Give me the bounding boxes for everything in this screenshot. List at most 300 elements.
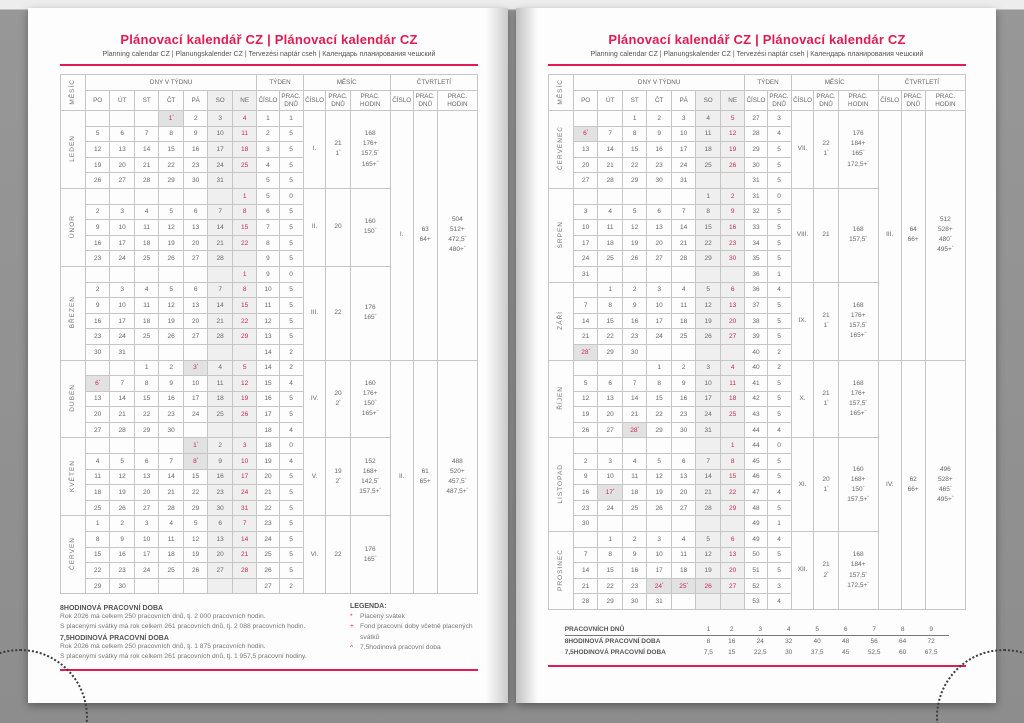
day-cell xyxy=(696,594,721,610)
day-cell: 11 xyxy=(134,298,159,314)
day-cell: 9 xyxy=(85,298,110,314)
day-cell xyxy=(573,188,598,204)
week-number-cell: 23 xyxy=(257,516,279,532)
month-name-cell: SRPEN xyxy=(549,188,574,282)
day-cell: 22 xyxy=(598,578,623,594)
day-cell: 20 xyxy=(720,313,745,329)
day-cell: 24 xyxy=(110,329,135,345)
week-number-cell: 2 xyxy=(257,126,279,142)
day-cell: 23 xyxy=(110,563,135,579)
week-workdays-cell: 4 xyxy=(767,532,791,548)
day-cell xyxy=(232,344,257,360)
day-cell: 25 xyxy=(671,329,696,345)
day-cell: 4 xyxy=(134,282,159,298)
day-cell: 8 xyxy=(598,547,623,563)
week-number-cell: 39 xyxy=(745,329,767,345)
legend xyxy=(350,603,478,661)
day-cell xyxy=(696,173,721,189)
week-number-cell: 36 xyxy=(745,282,767,298)
day-cell: 16 xyxy=(573,485,598,501)
day-cell: 14 xyxy=(573,563,598,579)
week-workdays-cell: 5 xyxy=(279,142,303,158)
day-cell: 9 xyxy=(720,204,745,220)
day-cell xyxy=(647,516,672,532)
day-cell xyxy=(671,344,696,360)
day-cell: 24 xyxy=(573,251,598,267)
week-workdays-cell: 5 xyxy=(767,142,791,158)
day-cell: 22 xyxy=(183,485,208,501)
week-number-cell: 5 xyxy=(257,188,279,204)
quarter-hours-cell: 512 528+ 480^ 495+^ xyxy=(925,111,965,361)
footer-rule xyxy=(60,669,478,671)
week-workdays-cell: 3 xyxy=(767,111,791,127)
day-cell: 6 xyxy=(671,454,696,470)
week-number-cell: 13 xyxy=(257,329,279,345)
day-cell: 25 xyxy=(134,329,159,345)
day-cell: 30 xyxy=(647,173,672,189)
day-cell: 21 xyxy=(622,407,647,423)
day-cell: 8 xyxy=(720,454,745,470)
day-cell: 1 xyxy=(720,438,745,454)
day-cell: 16 xyxy=(208,469,233,485)
day-cell: 7 xyxy=(232,516,257,532)
week-workdays-cell: 0 xyxy=(279,188,303,204)
day-cell: 27 xyxy=(183,251,208,267)
day-cell: 12 xyxy=(183,532,208,548)
header-tyden-prac-dnu: PRAC. DNŮ xyxy=(279,91,303,111)
day-cell: 4 xyxy=(232,111,257,127)
day-cell: 18 xyxy=(159,547,184,563)
day-cell: 13 xyxy=(573,142,598,158)
day-cell: 20 xyxy=(183,313,208,329)
day-cell: 3 xyxy=(208,111,233,127)
week-number-cell: 34 xyxy=(745,235,767,251)
day-cell: 7 xyxy=(696,454,721,470)
quarter-hours-cell: 488 520+ 457,5^ 487,5+^ xyxy=(437,360,477,594)
month-hours-cell: 168 176+ 157,5^ 165+^ xyxy=(838,360,878,438)
month-hours-cell: 168 176+ 157,5^ 165+^ xyxy=(838,282,878,360)
header-tyden-cislo: ČÍSLO xyxy=(745,91,767,111)
day-cell: 7 xyxy=(622,376,647,392)
day-cell: 22 xyxy=(134,407,159,423)
day-cell xyxy=(159,344,184,360)
day-cell xyxy=(573,282,598,298)
day-cell: 7 xyxy=(134,126,159,142)
hours-row-label: 7,5HODINOVÁ PRACOVNÍ DOBA xyxy=(564,649,666,656)
week-number-cell: 47 xyxy=(745,485,767,501)
day-cell: 11 xyxy=(622,469,647,485)
day-cell: 24 xyxy=(183,407,208,423)
day-cell: 26 xyxy=(573,422,598,438)
day-cell: 4 xyxy=(696,111,721,127)
day-cell xyxy=(110,438,135,454)
week-row xyxy=(549,360,966,376)
day-cell: 12 xyxy=(159,298,184,314)
day-cell: 13 xyxy=(208,532,233,548)
hours-value-cell: 24 xyxy=(756,638,764,645)
week-number-cell: 19 xyxy=(257,454,279,470)
day-cell: 14 xyxy=(232,532,257,548)
month-workdays-cell: 20 xyxy=(326,188,350,266)
week-number-cell: 9 xyxy=(257,251,279,267)
day-cell: 4 xyxy=(208,360,233,376)
day-cell: 17 xyxy=(134,547,159,563)
hours-value-cell: 45 xyxy=(842,649,850,656)
day-cell: 28* xyxy=(622,422,647,438)
day-cell: 11 xyxy=(696,126,721,142)
day-cell: 14 xyxy=(622,391,647,407)
day-cell: 23 xyxy=(647,157,672,173)
day-cell: 16 xyxy=(622,563,647,579)
hours-value-cell: 48 xyxy=(842,638,850,645)
week-number-cell: 49 xyxy=(745,516,767,532)
header-day-ne: NE xyxy=(720,91,745,111)
day-cell: 14 xyxy=(159,469,184,485)
day-cell: 20 xyxy=(671,485,696,501)
day-cell: 15 xyxy=(183,469,208,485)
week-workdays-cell: 1 xyxy=(767,516,791,532)
day-cell: 13 xyxy=(720,547,745,563)
day-cell: 2 xyxy=(183,111,208,127)
day-cell xyxy=(598,438,623,454)
week-number-cell: 26 xyxy=(257,563,279,579)
day-cell: 23 xyxy=(85,251,110,267)
day-cell: 3 xyxy=(696,360,721,376)
day-cell: 4 xyxy=(622,454,647,470)
header-ctvrt-prac-dnu: PRAC. DNŮ xyxy=(413,91,437,111)
day-cell: 13 xyxy=(183,220,208,236)
day-cell: 7 xyxy=(598,126,623,142)
week-workdays-cell: 4 xyxy=(767,126,791,142)
day-cell: 20 xyxy=(720,563,745,579)
day-cell: 16 xyxy=(622,313,647,329)
day-cell: 23 xyxy=(622,329,647,345)
month-number-cell: XII. xyxy=(791,532,814,610)
page-title: Plánovací kalendář CZ | Plánovací kalendár CZ xyxy=(120,32,418,47)
week-number-cell: 3 xyxy=(257,142,279,158)
header-mesic-rotated: MĚSÍC xyxy=(549,75,574,111)
note-75h-line2: S placenými svátky má rok celkem 261 pracovních dnů, tj. 1 957,5 pracovní hodiny. xyxy=(60,652,307,660)
day-cell xyxy=(720,266,745,282)
header-mesic-rotated: MĚSÍC xyxy=(61,75,86,111)
day-cell: 27 xyxy=(720,329,745,345)
week-number-cell: 9 xyxy=(257,266,279,282)
day-cell: 21 xyxy=(671,235,696,251)
week-workdays-cell: 5 xyxy=(279,500,303,516)
day-cell: 12 xyxy=(622,220,647,236)
day-cell: 22 xyxy=(159,157,184,173)
day-cell xyxy=(622,188,647,204)
week-number-cell: 20 xyxy=(257,469,279,485)
day-cell: 11 xyxy=(598,220,623,236)
day-cell xyxy=(647,188,672,204)
asterisk-symbol: * xyxy=(350,613,353,621)
week-number-cell: 31 xyxy=(745,173,767,189)
week-number-cell: 24 xyxy=(257,532,279,548)
week-workdays-cell: 5 xyxy=(767,313,791,329)
week-workdays-cell: 5 xyxy=(279,547,303,563)
header-mesic-prac-hodin: PRAC. HODIN xyxy=(350,91,390,111)
day-cell xyxy=(622,360,647,376)
day-cell: 14 xyxy=(134,142,159,158)
week-number-cell: 14 xyxy=(257,344,279,360)
day-cell: 9 xyxy=(671,376,696,392)
day-cell: 30 xyxy=(208,500,233,516)
day-cell: 9 xyxy=(85,220,110,236)
day-cell: 31 xyxy=(647,594,672,610)
day-cell: 23 xyxy=(208,485,233,501)
day-cell xyxy=(671,516,696,532)
header-day-ne: NE xyxy=(232,91,257,111)
day-cell: 25 xyxy=(232,157,257,173)
day-cell: 17 xyxy=(573,235,598,251)
day-cell: 21 xyxy=(232,547,257,563)
day-cell: 26 xyxy=(110,500,135,516)
month-hours-cell: 168 157,5^ xyxy=(838,188,878,282)
week-workdays-cell: 5 xyxy=(279,298,303,314)
day-cell: 4 xyxy=(671,532,696,548)
hours-value-cell: 56 xyxy=(870,638,878,645)
day-cell: 17 xyxy=(232,469,257,485)
header-ctvrtleti: ČTVRTLETÍ xyxy=(878,75,965,91)
day-cell: 2 xyxy=(85,204,110,220)
day-cell xyxy=(85,266,110,282)
day-cell: 10 xyxy=(110,220,135,236)
week-workdays-cell: 4 xyxy=(279,454,303,470)
day-cell: 2 xyxy=(622,532,647,548)
day-cell: 1 xyxy=(134,360,159,376)
day-cell: 4 xyxy=(85,454,110,470)
day-cell: 23 xyxy=(622,578,647,594)
day-cell: 26 xyxy=(232,407,257,423)
day-cell: 22 xyxy=(720,485,745,501)
header-mesic-cislo: ČÍSLO xyxy=(303,91,326,111)
week-number-cell: 5 xyxy=(257,173,279,189)
week-number-cell: 18 xyxy=(257,438,279,454)
page-subtitle: Planning calendar CZ | Planungskalender CZ | Tervezési naptár cseh | Календарь планирования чешский xyxy=(590,51,924,58)
day-cell: 5 xyxy=(183,516,208,532)
day-cell: 6 xyxy=(134,454,159,470)
day-cell: 11 xyxy=(232,126,257,142)
month-workdays-cell: 22 xyxy=(326,516,350,594)
day-cell xyxy=(110,360,135,376)
week-workdays-cell: 4 xyxy=(767,422,791,438)
day-cell: 31 xyxy=(110,344,135,360)
day-cell xyxy=(720,422,745,438)
day-cell: 20 xyxy=(598,407,623,423)
week-workdays-cell: 5 xyxy=(767,235,791,251)
workdays-count-header: 3 xyxy=(742,624,778,636)
day-cell xyxy=(647,438,672,454)
day-cell: 20 xyxy=(573,157,598,173)
day-cell: 1 xyxy=(647,360,672,376)
day-cell: 25* xyxy=(671,578,696,594)
footer-right-body xyxy=(565,636,950,659)
day-cell xyxy=(208,578,233,594)
day-cell: 5 xyxy=(232,360,257,376)
day-cell: 3 xyxy=(110,282,135,298)
day-cell: 27 xyxy=(110,173,135,189)
day-cell: 10 xyxy=(598,469,623,485)
month-number-cell: VII. xyxy=(791,111,814,189)
day-cell xyxy=(671,188,696,204)
day-cell: 22 xyxy=(85,563,110,579)
week-workdays-cell: 5 xyxy=(767,563,791,579)
day-cell xyxy=(720,516,745,532)
hours-value-cell: 40 xyxy=(813,638,821,645)
day-cell xyxy=(159,578,184,594)
day-cell: 5 xyxy=(110,454,135,470)
day-cell: 22 xyxy=(598,329,623,345)
quarter-hours-cell: 504 512+ 472,5^ 480+^ xyxy=(437,111,477,361)
day-cell xyxy=(134,344,159,360)
day-cell: 5 xyxy=(647,454,672,470)
day-cell: 3 xyxy=(647,282,672,298)
week-number-cell: 18 xyxy=(257,422,279,438)
day-cell: 28 xyxy=(159,500,184,516)
header-mesic-prac-dnu: PRAC. DNŮ xyxy=(814,91,838,111)
day-cell: 30 xyxy=(183,173,208,189)
legend-item xyxy=(350,612,478,622)
legend-item-text: Fond pracovní doby včetně placených svátků xyxy=(360,623,473,641)
note-8h-title: 8HODINOVÁ PRACOVNÍ DOBA xyxy=(60,605,164,613)
day-cell: 19 xyxy=(720,142,745,158)
day-cell: 27 xyxy=(208,563,233,579)
day-cell: 29 xyxy=(647,422,672,438)
header-dny-v-tydnu: DNY V TÝDNU xyxy=(85,75,257,91)
day-cell xyxy=(134,188,159,204)
title-rule xyxy=(548,64,966,66)
week-workdays-cell: 0 xyxy=(279,266,303,282)
week-number-cell: 30 xyxy=(745,157,767,173)
day-cell: 21 xyxy=(208,235,233,251)
day-cell: 13 xyxy=(720,298,745,314)
week-workdays-cell: 5 xyxy=(767,157,791,173)
day-cell: 25 xyxy=(159,563,184,579)
week-workdays-cell: 5 xyxy=(767,376,791,392)
footer-left xyxy=(60,603,478,661)
day-cell xyxy=(110,266,135,282)
day-cell xyxy=(232,578,257,594)
footer-rule xyxy=(548,665,966,667)
day-cell: 8 xyxy=(622,126,647,142)
week-workdays-cell: 5 xyxy=(279,516,303,532)
day-cell: 28 xyxy=(573,594,598,610)
calendar-body-right xyxy=(549,111,966,610)
day-cell: 8 xyxy=(159,126,184,142)
workdays-count-header: 1 xyxy=(695,624,721,636)
week-number-cell: 17 xyxy=(257,407,279,423)
day-cell: 2 xyxy=(208,438,233,454)
day-cell: 28 xyxy=(671,251,696,267)
month-number-cell: IV. xyxy=(303,360,326,438)
week-number-cell: 4 xyxy=(257,157,279,173)
day-cell: 5 xyxy=(696,282,721,298)
day-cell: 16 xyxy=(671,391,696,407)
day-cell xyxy=(134,578,159,594)
week-number-cell: 11 xyxy=(257,298,279,314)
day-cell xyxy=(696,344,721,360)
day-cell: 19 xyxy=(110,485,135,501)
month-name-cell: ČERVEN xyxy=(61,516,86,594)
month-hours-cell: 168 176+ 157,5^ 165+^ xyxy=(350,111,390,189)
day-cell: 20 xyxy=(208,547,233,563)
week-number-cell: 25 xyxy=(257,547,279,563)
day-cell xyxy=(622,438,647,454)
day-cell: 4 xyxy=(598,204,623,220)
day-cell: 10 xyxy=(647,298,672,314)
day-cell: 11 xyxy=(671,547,696,563)
day-cell: 6 xyxy=(720,282,745,298)
hours-value-cell: 15 xyxy=(728,649,736,656)
day-cell: 8 xyxy=(134,376,159,392)
day-cell: 19 xyxy=(622,235,647,251)
day-cell: 29 xyxy=(696,251,721,267)
day-cell: 5 xyxy=(159,204,184,220)
day-cell: 30 xyxy=(622,594,647,610)
day-cell: 22 xyxy=(232,313,257,329)
quarter-hours-cell: 496 528+ 465^ 495+^ xyxy=(925,360,965,610)
workdays-count-header: 4 xyxy=(778,624,799,636)
day-cell: 25 xyxy=(598,251,623,267)
month-number-cell: III. xyxy=(303,266,326,360)
week-number-cell: 48 xyxy=(745,500,767,516)
day-cell: 27 xyxy=(598,422,623,438)
day-cell: 7 xyxy=(110,376,135,392)
day-cell xyxy=(208,422,233,438)
day-cell: 12 xyxy=(647,469,672,485)
day-cell: 26 xyxy=(647,500,672,516)
quarter-number-cell: III. xyxy=(878,111,901,361)
day-cell: 6 xyxy=(183,204,208,220)
day-cell: 25 xyxy=(622,500,647,516)
week-workdays-cell: 2 xyxy=(767,344,791,360)
day-cell: 30 xyxy=(110,578,135,594)
month-number-cell: VI. xyxy=(303,516,326,594)
day-cell: 7 xyxy=(573,547,598,563)
workdays-count-header: 6 xyxy=(835,624,856,636)
week-workdays-cell: 5 xyxy=(767,500,791,516)
day-cell: 27 xyxy=(720,578,745,594)
day-cell: 18 xyxy=(208,391,233,407)
day-cell: 10 xyxy=(183,376,208,392)
week-number-cell: 14 xyxy=(257,360,279,376)
day-cell xyxy=(159,266,184,282)
month-name-cell: BŘEZEN xyxy=(61,266,86,360)
day-cell: 12 xyxy=(696,547,721,563)
day-cell: 18 xyxy=(598,235,623,251)
day-cell: 14 xyxy=(598,142,623,158)
day-cell: 6 xyxy=(110,126,135,142)
week-workdays-cell: 5 xyxy=(767,547,791,563)
day-cell: 22 xyxy=(696,235,721,251)
footer-right-table xyxy=(565,624,950,658)
day-cell xyxy=(720,344,745,360)
day-cell: 8 xyxy=(232,204,257,220)
day-cell: 19 xyxy=(232,391,257,407)
page-subtitle: Planning calendar CZ | Planungskalender CZ | Tervezési naptár cseh | Календарь планирования чешский xyxy=(102,51,436,58)
day-cell: 18 xyxy=(671,563,696,579)
header-dny-v-tydnu: DNY V TÝDNU xyxy=(573,75,745,91)
day-cell: 28 xyxy=(134,173,159,189)
month-number-cell: IX. xyxy=(791,282,814,360)
hours-value-cell: 72 xyxy=(927,638,935,645)
day-cell: 11 xyxy=(720,376,745,392)
day-cell: 2 xyxy=(671,360,696,376)
day-cell: 4 xyxy=(159,516,184,532)
week-workdays-cell: 5 xyxy=(279,329,303,345)
day-cell: 12 xyxy=(232,376,257,392)
